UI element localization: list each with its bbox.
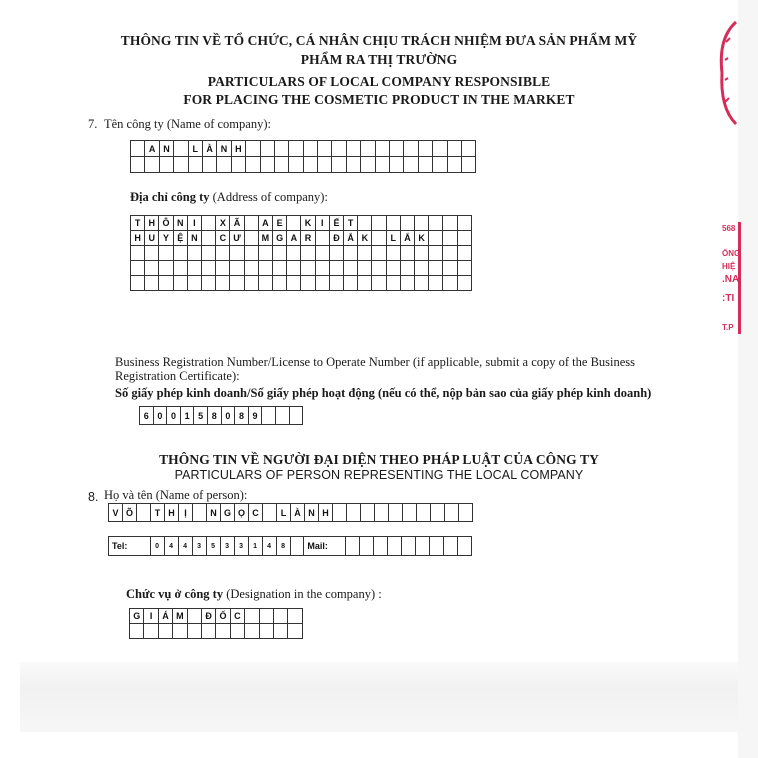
grid-cell <box>388 537 402 556</box>
grid-row <box>130 624 303 639</box>
grid-cell: 1 <box>180 407 194 425</box>
grid-cell <box>258 246 272 261</box>
grid-cell <box>202 231 216 246</box>
grid-cell <box>415 276 429 291</box>
grid-cell <box>430 537 444 556</box>
section-8-number: 8. <box>88 490 99 504</box>
grid-cell <box>431 504 445 522</box>
grid-cell: H <box>319 504 333 522</box>
grid-cell <box>202 216 216 231</box>
grid-cell <box>274 141 288 157</box>
grid-cell <box>244 216 258 231</box>
grid-cell <box>375 141 389 157</box>
grid-cell <box>433 141 447 157</box>
grid-cell <box>315 261 329 276</box>
stamp-seal-icon <box>716 18 738 128</box>
grid-row <box>131 141 476 157</box>
tel-digit: 0 <box>150 537 164 556</box>
grid-cell <box>145 261 159 276</box>
grid-cell <box>131 141 145 157</box>
grid-cell <box>188 157 202 173</box>
grid-cell: Đ <box>329 231 343 246</box>
grid-cell <box>415 246 429 261</box>
grid-cell <box>372 231 386 246</box>
grid-cell <box>158 624 172 639</box>
grid-cell <box>386 276 400 291</box>
grid-cell <box>444 537 458 556</box>
grid-cell <box>461 141 475 157</box>
grid-cell <box>443 231 457 246</box>
grid-cell: K <box>301 216 315 231</box>
grid-cell <box>275 407 289 425</box>
grid-cell <box>145 157 159 173</box>
grid-cell: N <box>207 504 221 522</box>
grid-cell: R <box>301 231 315 246</box>
grid-cell <box>360 537 374 556</box>
grid-row <box>131 231 472 246</box>
grid-cell <box>318 141 332 157</box>
grid-cell <box>318 157 332 173</box>
grid-cell <box>174 141 188 157</box>
grid-cell: K <box>358 231 372 246</box>
designation-label <box>126 587 382 602</box>
grid-cell <box>288 609 302 624</box>
grid-cell <box>372 276 386 291</box>
grid-cell <box>287 216 301 231</box>
tel-digit: 8 <box>276 537 290 556</box>
business-registration-grid <box>139 406 303 425</box>
grid-cell <box>273 261 287 276</box>
header-vn-line1: THÔNG TIN VỀ TỔ CHỨC, CÁ NHÂN CHỊU TRÁCH NHIỆM ĐƯA SẢN PHẨM MỸ <box>120 33 638 48</box>
grid-cell <box>375 157 389 173</box>
grid-cell: I <box>144 609 158 624</box>
grid-row <box>109 504 473 522</box>
grid-cell <box>173 246 187 261</box>
grid-cell <box>429 246 443 261</box>
grid-cell: Ế <box>329 216 343 231</box>
grid-row <box>131 246 472 261</box>
company-name-label: Tên công ty (Name of company): <box>104 117 271 131</box>
grid-cell <box>273 276 287 291</box>
tel-digit: 3 <box>192 537 206 556</box>
grid-cell <box>131 261 145 276</box>
stamp-fragment: ỔNG <box>722 249 741 258</box>
grid-cell <box>263 504 277 522</box>
grid-cell: I <box>187 216 201 231</box>
contact-row <box>109 537 472 556</box>
grid-cell <box>130 624 144 639</box>
grid-cell <box>145 246 159 261</box>
grid-cell <box>457 261 471 276</box>
grid-cell <box>429 276 443 291</box>
grid-cell <box>288 624 302 639</box>
grid-cell: H <box>145 216 159 231</box>
grid-cell: C <box>216 231 230 246</box>
page-edge <box>738 0 758 758</box>
grid-cell <box>358 261 372 276</box>
grid-cell <box>216 276 230 291</box>
grid-cell <box>202 261 216 276</box>
grid-cell <box>187 261 201 276</box>
grid-cell: L <box>188 141 202 157</box>
grid-cell: H <box>165 504 179 522</box>
grid-cell <box>374 537 388 556</box>
grid-cell: A <box>145 141 159 157</box>
grid-cell <box>145 276 159 291</box>
stamp-fragment: HIỆ <box>722 262 736 271</box>
grid-cell <box>346 157 360 173</box>
header2-en: PARTICULARS OF PERSON REPRESENTING THE LOCAL COMPANY <box>174 468 584 482</box>
stamp-fragment: T.P <box>722 323 734 332</box>
address-label <box>130 190 328 205</box>
grid-cell <box>443 261 457 276</box>
grid-cell <box>400 261 414 276</box>
grid-cell <box>202 246 216 261</box>
grid-cell: Á <box>158 609 172 624</box>
grid-cell <box>244 231 258 246</box>
grid-cell <box>443 216 457 231</box>
tel-digit: 5 <box>206 537 220 556</box>
grid-cell <box>443 246 457 261</box>
grid-cell <box>404 141 418 157</box>
grid-cell <box>417 504 431 522</box>
grid-cell <box>290 537 304 556</box>
grid-cell <box>173 276 187 291</box>
header-en-line1: PARTICULARS OF LOCAL COMPANY RESPONSIBLE <box>207 74 551 89</box>
grid-cell <box>287 276 301 291</box>
grid-cell: 0 <box>221 407 235 425</box>
grid-cell: U <box>145 231 159 246</box>
grid-cell: N <box>159 141 173 157</box>
grid-cell <box>131 276 145 291</box>
grid-cell <box>361 157 375 173</box>
grid-cell <box>329 261 343 276</box>
grid-cell <box>346 537 360 556</box>
grid-cell: 6 <box>140 407 154 425</box>
header2-vn: THÔNG TIN VỀ NGƯỜI ĐẠI DIỆN THEO PHÁP LUẬT CỦA CÔNG TY <box>159 452 599 467</box>
grid-cell <box>358 216 372 231</box>
grid-cell <box>301 261 315 276</box>
grid-cell: Y <box>159 231 173 246</box>
grid-cell <box>402 537 416 556</box>
grid-cell: 8 <box>235 407 249 425</box>
grid-cell: M <box>258 231 272 246</box>
grid-cell: À <box>291 504 305 522</box>
stamp-text <box>722 222 741 334</box>
grid-row <box>131 216 472 231</box>
grid-cell <box>361 504 375 522</box>
designation-grid <box>129 608 303 639</box>
grid-cell <box>159 261 173 276</box>
grid-cell: Ắ <box>344 231 358 246</box>
grid-cell <box>301 246 315 261</box>
grid-cell <box>230 246 244 261</box>
grid-cell: 0 <box>167 407 181 425</box>
grid-cell <box>418 157 432 173</box>
grid-cell <box>400 216 414 231</box>
grid-cell <box>403 504 417 522</box>
grid-cell <box>415 216 429 231</box>
person-name-label: Họ và tên (Name of person): <box>104 488 248 502</box>
grid-cell <box>372 216 386 231</box>
grid-cell <box>372 246 386 261</box>
grid-cell <box>245 624 259 639</box>
grid-cell <box>159 157 173 173</box>
grid-cell <box>461 157 475 173</box>
grid-cell <box>131 246 145 261</box>
grid-cell <box>303 157 317 173</box>
designation-label-vn: Chức vụ ở công ty <box>126 587 224 601</box>
grid-cell <box>245 609 259 624</box>
brn-label-en-1: Business Registration Number/License to Operate Number (if applicable, submit a copy of the Business <box>115 355 636 369</box>
grid-cell: T <box>151 504 165 522</box>
grid-cell <box>173 624 187 639</box>
grid-cell <box>458 537 472 556</box>
grid-cell <box>344 261 358 276</box>
grid-cell <box>375 504 389 522</box>
grid-cell <box>202 157 216 173</box>
grid-cell <box>216 261 230 276</box>
grid-cell <box>187 624 201 639</box>
grid-cell <box>372 261 386 276</box>
grid-cell: M <box>173 609 187 624</box>
grid-cell <box>344 246 358 261</box>
grid-cell <box>274 157 288 173</box>
grid-cell <box>445 504 459 522</box>
grid-cell <box>260 141 274 157</box>
stamp-fragment: :TI <box>722 293 735 304</box>
grid-cell: N <box>173 216 187 231</box>
grid-cell: 5 <box>194 407 208 425</box>
grid-cell: T <box>344 216 358 231</box>
grid-cell <box>244 261 258 276</box>
grid-cell <box>315 276 329 291</box>
grid-cell <box>173 261 187 276</box>
grid-row <box>131 276 472 291</box>
grid-cell <box>287 261 301 276</box>
grid-cell: G <box>221 504 235 522</box>
grid-cell: L <box>277 504 291 522</box>
grid-cell <box>187 276 201 291</box>
grid-cell: H <box>231 141 245 157</box>
grid-cell <box>246 157 260 173</box>
grid-cell <box>259 609 273 624</box>
grid-cell <box>418 141 432 157</box>
tel-digit: 3 <box>234 537 248 556</box>
grid-cell <box>187 246 201 261</box>
grid-cell <box>262 407 276 425</box>
grid-cell: Đ <box>201 609 215 624</box>
grid-cell <box>193 504 207 522</box>
grid-cell <box>329 276 343 291</box>
grid-cell <box>259 624 273 639</box>
stamp-fragment: 568 <box>722 224 736 233</box>
tel-digit: 3 <box>220 537 234 556</box>
grid-cell <box>386 261 400 276</box>
grid-cell <box>287 246 301 261</box>
grid-cell: A <box>258 216 272 231</box>
grid-cell <box>390 157 404 173</box>
grid-cell: Ã <box>230 216 244 231</box>
grid-cell <box>258 276 272 291</box>
grid-cell <box>144 624 158 639</box>
grid-cell: T <box>131 216 145 231</box>
grid-cell <box>404 157 418 173</box>
grid-cell <box>400 246 414 261</box>
grid-cell <box>174 157 188 173</box>
tel-digit: 4 <box>262 537 276 556</box>
grid-cell: N <box>187 231 201 246</box>
grid-cell: I <box>315 216 329 231</box>
grid-cell: X <box>216 216 230 231</box>
grid-cell <box>332 141 346 157</box>
grid-cell <box>159 246 173 261</box>
grid-cell <box>429 261 443 276</box>
grid-cell: V <box>109 504 123 522</box>
grid-cell: A <box>287 231 301 246</box>
tel-digit: 4 <box>164 537 178 556</box>
grid-cell <box>329 246 343 261</box>
company-name-grid <box>130 140 476 173</box>
grid-cell <box>346 141 360 157</box>
grid-cell: G <box>130 609 144 624</box>
grid-cell: 0 <box>153 407 167 425</box>
grid-cell <box>258 261 272 276</box>
grid-cell <box>415 261 429 276</box>
mail-label: Mail: <box>304 537 346 556</box>
header-vn-line2: PHẨM RA THỊ TRƯỜNG <box>300 52 458 67</box>
contact-grid <box>108 536 472 556</box>
grid-cell <box>457 216 471 231</box>
grid-cell <box>447 141 461 157</box>
grid-cell <box>416 537 430 556</box>
grid-cell <box>358 276 372 291</box>
grid-cell: Ư <box>230 231 244 246</box>
tel-digit: 4 <box>178 537 192 556</box>
grid-cell <box>358 246 372 261</box>
grid-cell <box>303 141 317 157</box>
grid-cell <box>457 231 471 246</box>
grid-cell <box>217 157 231 173</box>
grid-cell <box>457 276 471 291</box>
grid-cell <box>230 261 244 276</box>
grid-row <box>131 261 472 276</box>
grid-cell <box>273 624 287 639</box>
grid-cell <box>216 624 230 639</box>
grid-cell <box>201 624 215 639</box>
grid-cell <box>386 216 400 231</box>
section-7-number: 7. <box>88 117 98 131</box>
grid-cell: 9 <box>248 407 262 425</box>
grid-cell <box>260 157 274 173</box>
grid-cell <box>137 504 151 522</box>
grid-cell <box>400 276 414 291</box>
grid-cell: C <box>230 609 244 624</box>
grid-row <box>140 407 303 425</box>
grid-cell <box>443 276 457 291</box>
grid-cell <box>389 504 403 522</box>
grid-cell <box>244 276 258 291</box>
grid-row <box>130 609 303 624</box>
grid-cell <box>332 157 346 173</box>
grid-cell: Ị <box>179 504 193 522</box>
tel-digit: 1 <box>248 537 262 556</box>
grid-cell: L <box>386 231 400 246</box>
grid-cell: Ệ <box>173 231 187 246</box>
grid-cell: K <box>415 231 429 246</box>
grid-cell: Ố <box>216 609 230 624</box>
grid-cell <box>429 231 443 246</box>
grid-cell: Ô <box>159 216 173 231</box>
grid-cell <box>315 231 329 246</box>
grid-cell <box>447 157 461 173</box>
grid-cell <box>386 246 400 261</box>
grid-cell <box>216 246 230 261</box>
grid-cell <box>273 246 287 261</box>
grid-cell <box>231 157 245 173</box>
grid-cell: À <box>202 141 216 157</box>
grid-cell <box>361 141 375 157</box>
grid-cell <box>187 609 201 624</box>
grid-cell: Õ <box>123 504 137 522</box>
grid-cell <box>202 276 216 291</box>
address-grid <box>130 215 472 291</box>
grid-cell <box>315 246 329 261</box>
stamp-fragment: .NA <box>722 274 740 285</box>
designation-label-en: (Designation in the company) : <box>226 587 382 601</box>
grid-cell <box>301 276 315 291</box>
grid-cell: G <box>273 231 287 246</box>
grid-cell <box>289 407 303 425</box>
grid-cell <box>333 504 347 522</box>
grid-cell <box>289 157 303 173</box>
address-label-vn: Địa chỉ công ty <box>130 190 210 204</box>
grid-row <box>131 157 476 173</box>
grid-cell <box>131 157 145 173</box>
grid-cell <box>289 141 303 157</box>
brn-label-en-2: Registration Certificate): <box>115 369 240 383</box>
address-label-en: (Address of company): <box>212 190 328 204</box>
grid-cell <box>230 624 244 639</box>
grid-cell <box>244 246 258 261</box>
grid-cell <box>347 504 361 522</box>
grid-cell: H <box>131 231 145 246</box>
grid-cell <box>344 276 358 291</box>
person-name-grid <box>108 503 473 522</box>
grid-cell <box>246 141 260 157</box>
grid-cell <box>273 609 287 624</box>
grid-cell <box>390 141 404 157</box>
brn-label-vn: Số giấy phép kinh doanh/Số giấy phép hoạt động (nếu có thể, nộp bản sao của giấy phép kinh doanh) <box>115 386 652 400</box>
grid-cell <box>429 216 443 231</box>
grid-cell <box>459 504 473 522</box>
tel-label: Tel: <box>109 537 151 556</box>
grid-cell <box>230 276 244 291</box>
grid-cell: Ọ <box>235 504 249 522</box>
grid-cell: N <box>217 141 231 157</box>
grid-cell: 8 <box>207 407 221 425</box>
grid-cell: Ắ <box>400 231 414 246</box>
grid-cell <box>433 157 447 173</box>
grid-cell <box>457 246 471 261</box>
grid-cell: E <box>273 216 287 231</box>
header-en-line2: FOR PLACING THE COSMETIC PRODUCT IN THE MARKET <box>183 92 575 107</box>
blurred-region <box>20 662 740 732</box>
grid-cell: C <box>249 504 263 522</box>
grid-cell <box>159 276 173 291</box>
grid-cell: N <box>305 504 319 522</box>
